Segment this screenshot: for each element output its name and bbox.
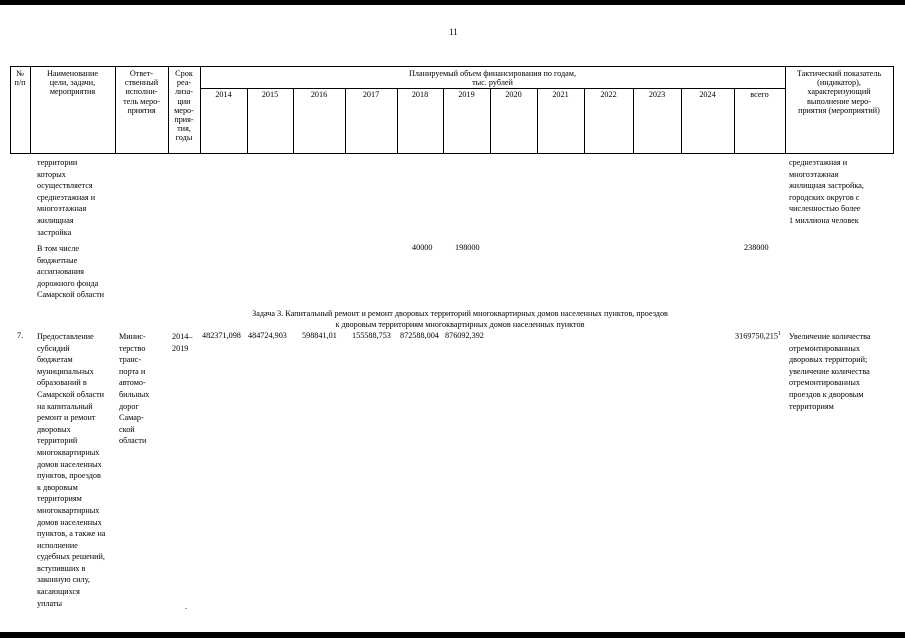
row-7-2017-value: 155588,753: [352, 331, 391, 340]
year-2014: 2014: [215, 90, 232, 99]
header-responsible: Ответ- ственный исполни- тель меро- приятия: [123, 69, 160, 115]
budget-row-name: В том числе бюджетные ассигнования дорожного фонда Самарской области: [37, 244, 105, 300]
header-bottom-line: [10, 153, 893, 154]
header-top-line: [10, 66, 893, 67]
year-2016: 2016: [310, 90, 328, 99]
col-line-right: [893, 66, 894, 154]
cont-row-name: территории которых осуществляется среднеэтажная и многоэтажная жилищная застройка: [37, 158, 96, 237]
bottom-rule: [0, 632, 905, 638]
header-indicator: Тактический показатель (индикатор), характеризующий выполнение меро- приятия (мероприятий): [796, 69, 882, 115]
row-7-total-number: 3169750,215: [735, 331, 778, 341]
row-7-2019-value: 876092,392: [445, 331, 484, 340]
row-7-total-footnote: 1: [777, 331, 781, 337]
year-2024: 2024: [699, 90, 716, 99]
row-7-2015-value: 484724,903: [248, 331, 287, 340]
year-2020: 2020: [505, 90, 522, 99]
page-number: 11: [449, 27, 458, 37]
budget-2018-value: 40000: [412, 243, 433, 252]
task-3-heading: Задача 3. Капитальный ремонт и ремонт дворовых территорий многоквартирных домов населенных пунктов, проездов к дворовым территориям многоквартирных домов населенных пунктов: [252, 309, 668, 329]
row-7-name: Предоставление субсидий бюджетам муниципальных образований в Самарской области на капитальный ремонт и ремонт дворовых территорий многоквартирных домов населенных пунктов, проездов к дворовым территориям многоквартирных домов населенных пунктов, а также на исполнение судебных решений, вступивших в законную силу, касающихся уплаты: [37, 332, 106, 608]
stray-mark: .: [185, 602, 188, 611]
header-name: Наименование цели, задачи, мероприятия: [46, 69, 98, 97]
header-num: № п/п: [14, 69, 26, 88]
year-2017: 2017: [362, 90, 380, 99]
year-total: всего: [750, 90, 769, 99]
plan-subline: [200, 88, 785, 89]
row-7-indicator: Увеличение количества отремонтированных дворовых территорий; увеличение количества отремонтированных проездов к дворовым территориям: [789, 332, 871, 411]
row-7-responsible: Минис- терство транс- порта и автомо- бильных дорог Самар- ской области: [119, 332, 150, 446]
year-2023: 2023: [648, 90, 666, 99]
cont-row-indicator: среднеэтажная и многоэтажная жилищная застройка, городских округов с численностью более 1 миллиона человек: [789, 158, 864, 225]
header-plan: Планируемый объем финансирования по годам, тыс. рублей: [408, 69, 577, 88]
row-7-2018-value: 872588,004: [400, 331, 439, 340]
budget-2019-value: 198000: [455, 243, 480, 252]
year-2021: 2021: [552, 90, 569, 99]
row-7-2016-value: 598841,01: [302, 331, 337, 340]
year-2022: 2022: [600, 90, 617, 99]
year-2015: 2015: [261, 90, 279, 99]
row-7-2014-value: 482371,098: [202, 331, 241, 340]
budget-total-value: 238000: [744, 243, 769, 252]
row-7-total-value: [735, 331, 781, 342]
row-7-term: 2014– 2019: [172, 332, 193, 353]
year-2019: 2019: [458, 90, 475, 99]
year-2018: 2018: [411, 90, 429, 99]
row-7-number: 7.: [17, 331, 24, 340]
top-rule: [0, 0, 905, 5]
header-term: Срок реа- лиза- ции меро- прия- тия, годы: [174, 69, 194, 143]
